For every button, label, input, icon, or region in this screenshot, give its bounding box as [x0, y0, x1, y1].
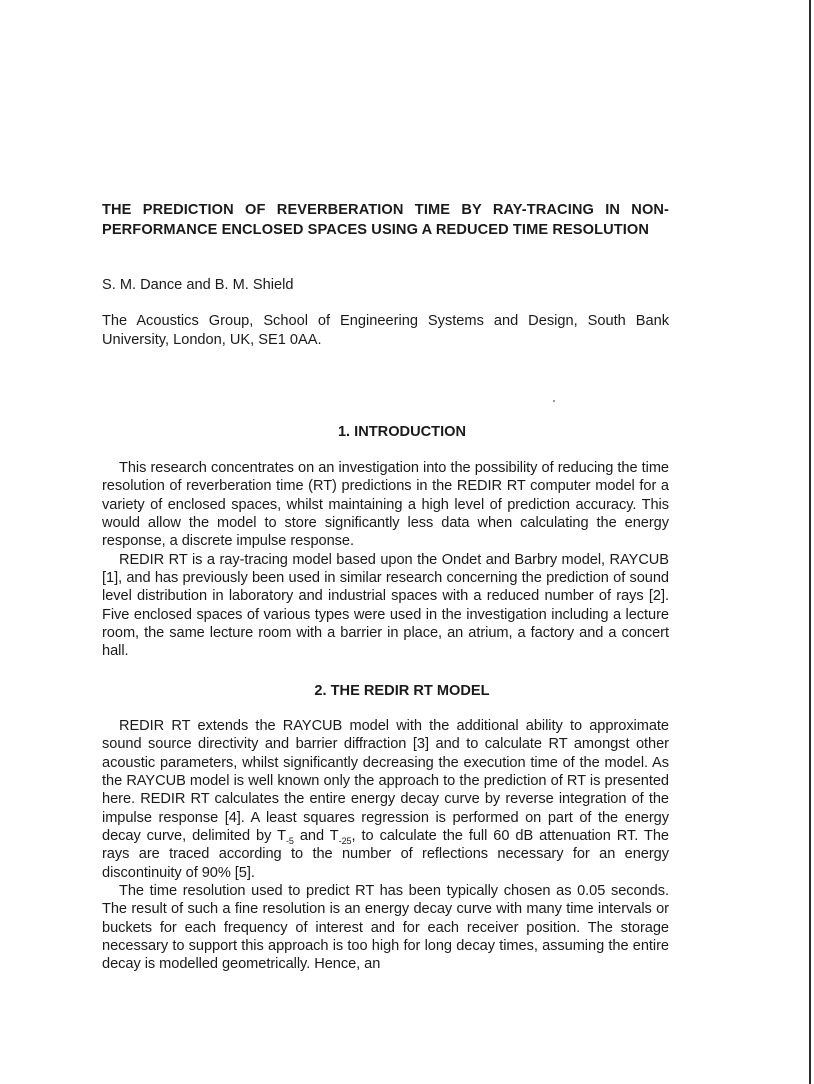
subscript: -25 — [338, 835, 352, 846]
paragraph — [102, 717, 669, 882]
paragraph: The time resolution used to predict RT has been typically chosen as 0.05 seconds. The result of such a fine resolution is an energy decay curve with many time intervals or buckets for each frequency of interest and for each receiver position. The storage necessary to support this approach is too high for long decay times, assuming the entire decay is modelled geometrically. Hence, an — [102, 883, 669, 973]
paragraph-text: REDIR RT extends the RAYCUB model with the additional ability to approximate sound source directivity and barrier diffraction [3] and to calculate RT amongst other acoustic parameters, whilst significantly decreasing the execution time of the model. As the RAYCUB model is well known only the approach to the prediction of RT is presented here. REDIR RT calculates the entire energy decay curve by reverse integration of the impulse response [4]. A least squares regression is performed on part of the energy decay curve, delimited by T — [102, 718, 669, 845]
paragraph: This research concentrates on an investigation into the possibility of reducing the time resolution of reverberation time (RT) predictions in the REDIR RT computer model for a variety of enclosed spaces, whilst maintaining a high level of prediction accuracy. This would allow the model to store significantly less data when calculating the energy response, a discrete impulse response. — [102, 460, 669, 550]
scan-speck — [553, 400, 555, 402]
paragraph-text: , to calculate the full 60 dB attenuation RT. The rays are traced according to the number of reflections necessary for an energy discontinuity of 90% [5]. — [102, 828, 669, 881]
paragraph-text: and T — [293, 828, 339, 845]
scan-edge-line — [809, 0, 811, 1084]
subscript: -5 — [285, 835, 294, 846]
section-introduction-body — [102, 459, 669, 661]
section-heading-introduction: 1. INTRODUCTION — [337, 424, 467, 440]
paragraph: REDIR RT is a ray-tracing model based upon the Ondet and Barbry model, RAYCUB [1], and has previously been used in similar research concerning the prediction of sound level distribution in laboratory and industrial spaces with a reduced number of rays [2]. Five enclosed spaces of various types were used in the investigation including a lecture room, the same lecture room with a barrier in place, an atrium, a factory and a concert hall. — [102, 551, 669, 660]
section-heading-redir-model: 2. THE REDIR RT MODEL — [314, 683, 490, 699]
paper-title: THE PREDICTION OF REVERBERATION TIME BY RAY-TRACING IN NON-PERFORMANCE ENCLOSED SPACES USING A REDUCED TIME RESOLUTION — [102, 202, 669, 238]
affiliation: The Acoustics Group, School of Engineering Systems and Design, South Bank University, London, UK, SE1 0AA. — [102, 313, 669, 348]
section-redir-model-body — [102, 717, 669, 974]
authors: S. M. Dance and B. M. Shield — [102, 277, 294, 293]
